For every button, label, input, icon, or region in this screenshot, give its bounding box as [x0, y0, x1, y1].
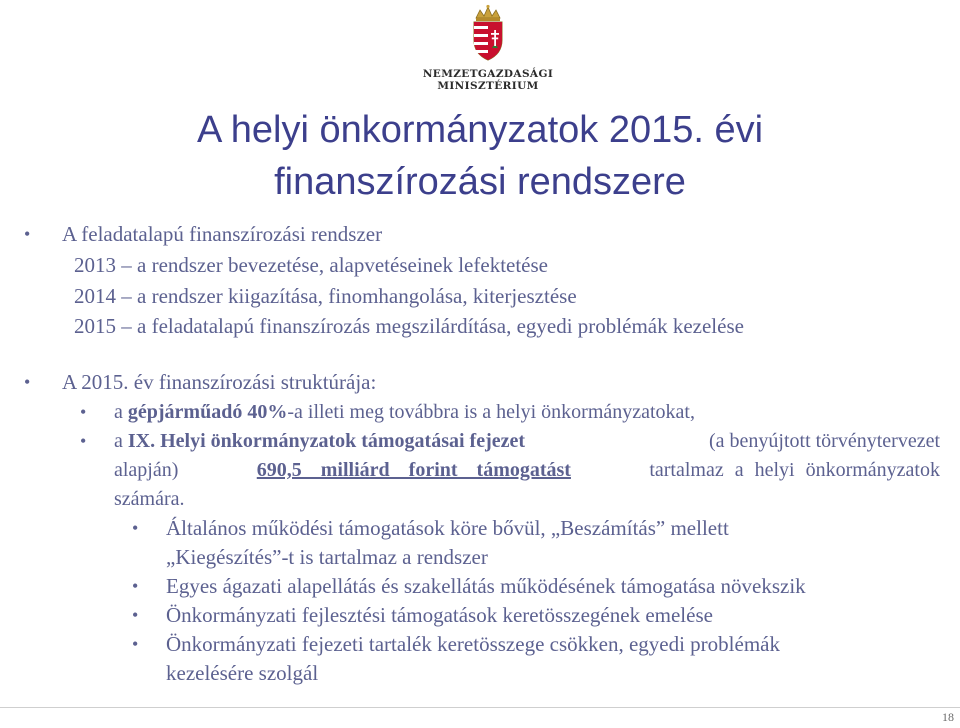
bullet-icon: •	[132, 576, 139, 596]
bullet-icon: •	[80, 431, 87, 451]
title-line1: A helyi önkormányzatok 2015. évi	[196, 109, 764, 151]
subitem-3: Önkormányzati fejlesztési támogatások keretösszegének emelése	[166, 603, 713, 627]
bullet-icon: •	[132, 634, 139, 654]
section2-item2-line2	[114, 456, 940, 484]
bullet-icon: •	[132, 518, 139, 538]
ministry-name-line2: MINISZTÉRIUM	[437, 80, 539, 92]
item2-line2-pre: alapján)	[114, 459, 179, 481]
section1-item-2015: 2015 – a feladatalapú finanszírozás megszilárdítása, egyedi problémák kezelése	[74, 314, 744, 338]
item2-line2-post: tartalmaz a helyi önkormányzatok	[649, 459, 940, 481]
item1-bold: gépjárműadó 40%	[127, 401, 288, 423]
subitem-4-line2: kezelésére szolgál	[166, 661, 319, 685]
bullet-icon: •	[80, 402, 87, 422]
section2-item2-line1	[114, 427, 940, 455]
bullet-icon: •	[24, 372, 31, 392]
title-line2: finanszírozási rendszere	[274, 161, 686, 203]
subitem-2: Egyes ágazati alapellátás és szakellátás működésének támogatása növekszik	[166, 574, 806, 598]
bullet-icon: •	[132, 605, 139, 625]
section2-item2-line3: számára.	[114, 488, 185, 510]
ministry-name-line1: NEMZETGAZDASÁGI	[422, 68, 554, 80]
item2-bold: IX. Helyi önkormányzatok támogatásai fejezet	[127, 430, 526, 452]
section1-heading: A feladatalapú finanszírozási rendszer	[62, 222, 383, 246]
subitem-1-line2: „Kiegészítés”-t is tartalmaz a rendszer	[166, 545, 488, 569]
item2-amount: 690,5 milliárd forint támogatást	[256, 459, 571, 481]
section2-heading: A 2015. év finanszírozási struktúrája:	[62, 370, 377, 394]
footer-divider	[0, 707, 960, 708]
section2-item1	[114, 398, 695, 426]
item2-line1-rest: (a benyújtott törvénytervezet	[708, 430, 940, 452]
bullet-icon: •	[24, 224, 31, 244]
subitem-1-line1: Általános működési támogatások köre bővül, „Beszámítás” mellett	[166, 516, 729, 540]
section1-item-2014: 2014 – a rendszer kiigazítása, finomhangolása, kiterjesztése	[74, 284, 577, 308]
item2-pre: a	[114, 430, 128, 452]
subitem-4-line1: Önkormányzati fejezeti tartalék keretösszege csökken, egyedi problémák	[166, 632, 780, 656]
item1-pre: a	[114, 401, 128, 423]
page-number: 18	[942, 710, 954, 724]
section1-item-2013: 2013 – a rendszer bevezetése, alapvetéseinek lefektetése	[74, 253, 548, 277]
item1-post: -a illeti meg továbbra is a helyi önkormányzatokat,	[287, 401, 695, 423]
